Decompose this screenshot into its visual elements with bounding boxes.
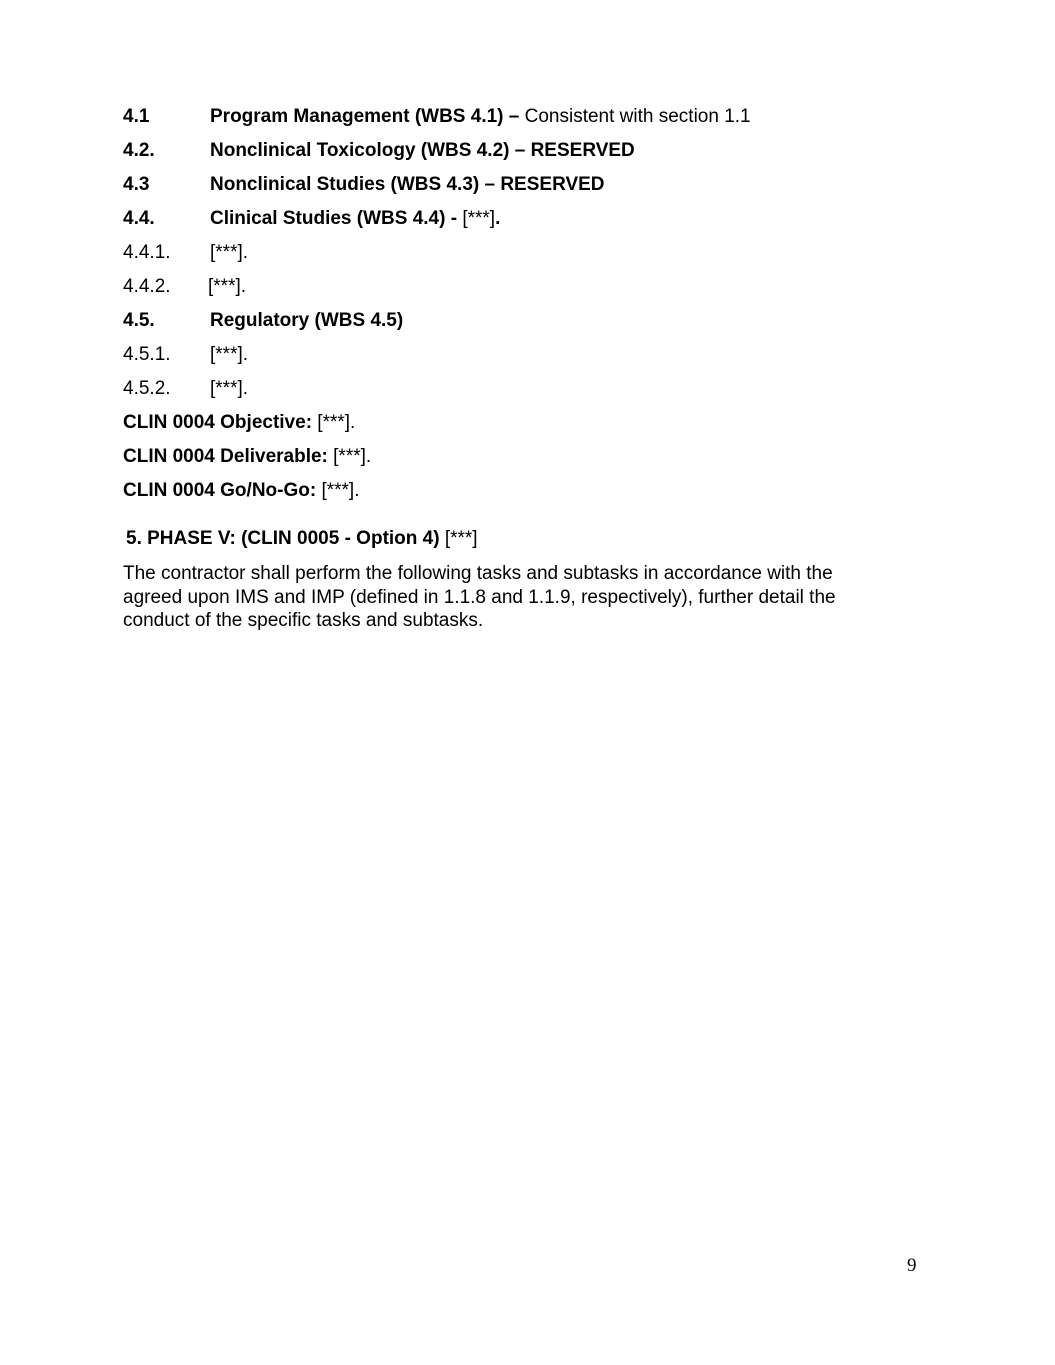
- clin-value: [***].: [316, 480, 360, 501]
- section-title: Program Management (WBS 4.1) –: [210, 106, 520, 127]
- page-number: 9: [907, 1255, 917, 1276]
- clin-value: [***].: [327, 446, 372, 467]
- section-title: Nonclinical Studies (WBS 4.3) – RESERVED: [210, 174, 605, 195]
- section-text: Consistent with section 1.1: [519, 106, 751, 127]
- section-text: [***].: [210, 242, 249, 263]
- section-number: 4.4.: [123, 208, 155, 229]
- section-title: Nonclinical Toxicology (WBS 4.2) – RESERVED: [210, 140, 635, 161]
- clin-objective: [123, 412, 355, 434]
- section-text: [***].: [208, 276, 247, 297]
- section-number: 4.4.1.: [123, 242, 171, 263]
- clin-label: CLIN 0004 Deliverable:: [123, 446, 328, 467]
- phase-title: 5. PHASE V: (CLIN 0005 - Option 4): [126, 528, 440, 549]
- section-number: 4.1: [123, 106, 150, 127]
- phase-heading: [126, 528, 478, 550]
- section-text: [***]: [457, 208, 496, 229]
- section-number: 4.3: [123, 174, 150, 195]
- section-tail: .: [495, 208, 501, 229]
- paragraph-line: conduct of the specific tasks and subtasks.: [123, 610, 484, 631]
- clin-label: CLIN 0004 Objective:: [123, 412, 313, 433]
- section-number: 4.2.: [123, 140, 155, 161]
- section-number: 4.5.: [123, 310, 155, 331]
- section-title: Regulatory (WBS 4.5): [210, 310, 404, 331]
- paragraph-line: The contractor shall perform the following tasks and subtasks in accordance with the: [123, 563, 833, 584]
- section-number: 4.5.2.: [123, 378, 171, 399]
- clin-go-no-go: [123, 480, 360, 502]
- section-title: Clinical Studies (WBS 4.4) -: [210, 208, 458, 229]
- section-text: [***].: [210, 378, 249, 399]
- section-number: 4.5.1.: [123, 344, 171, 365]
- phase-value: [***]: [439, 528, 478, 549]
- section-number: 4.4.2.: [123, 276, 171, 297]
- clin-label: CLIN 0004 Go/No-Go:: [123, 480, 317, 501]
- clin-value: [***].: [312, 412, 356, 433]
- clin-deliverable: [123, 446, 371, 468]
- body-paragraph: [123, 562, 923, 633]
- paragraph-line: agreed upon IMS and IMP (defined in 1.1.8 and 1.1.9, respectively), further detail the: [123, 586, 836, 608]
- section-text: [***].: [210, 344, 249, 365]
